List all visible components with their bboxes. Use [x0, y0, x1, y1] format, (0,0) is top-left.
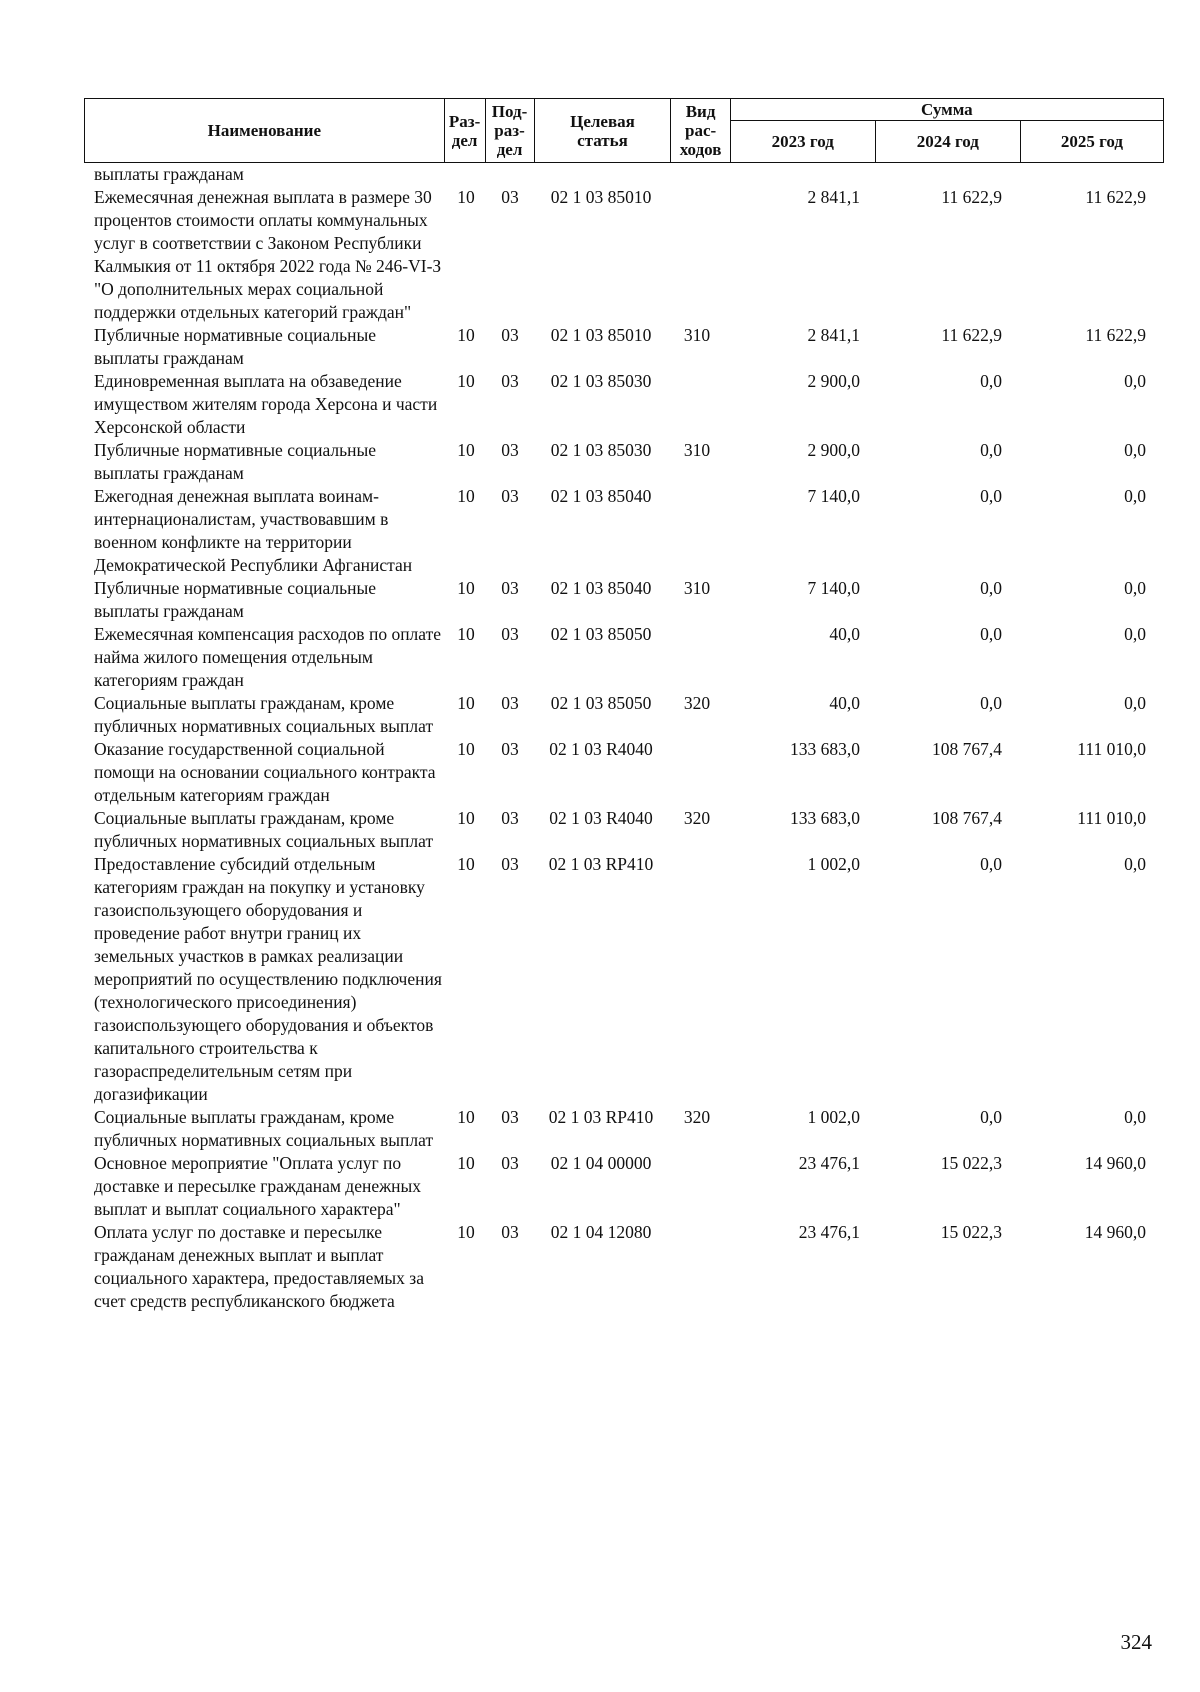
row-sum-2025: 14 960,0 — [1084, 1153, 1146, 1173]
row-name: Публичные нормативные социальные выплаты гражданам — [94, 325, 376, 368]
row-sum-2023: 2 841,1 — [807, 325, 860, 345]
row-sum-2024: 0,0 — [980, 624, 1002, 644]
row-sum-2025: 0,0 — [1124, 371, 1146, 391]
row-sum-2024: 0,0 — [980, 440, 1002, 460]
row-sum-2023: 2 900,0 — [807, 371, 860, 391]
table-row — [84, 1221, 1164, 1313]
row-sum-2024: 0,0 — [980, 486, 1002, 506]
row-name: Основное мероприятие "Оплата услуг по доставке и пересылке гражданам денежных выплат и выплат социального характера" — [94, 1153, 422, 1219]
table-row — [84, 370, 1164, 439]
header-year-2024: 2024 год — [875, 121, 1020, 163]
table-row — [84, 738, 1164, 807]
table-row — [84, 186, 1164, 324]
row-name: Единовременная выплата на обзаведение имуществом жителям города Херсона и части Херсонской области — [94, 371, 438, 437]
row-razdel: 10 — [457, 371, 475, 391]
row-celevaya-statya: 02 1 03 R4040 — [549, 808, 653, 828]
row-name: Ежегодная денежная выплата воинам-интернационалистам, участвовавшим в военном конфликте на территории Демократической Республики Афганистан — [94, 486, 413, 575]
row-celevaya-statya: 02 1 03 85040 — [550, 486, 652, 506]
table-row — [84, 623, 1164, 692]
row-razdel: 10 — [457, 808, 475, 828]
row-podrazdel: 03 — [501, 854, 519, 874]
row-celevaya-statya: 02 1 03 RP410 — [548, 854, 654, 874]
row-podrazdel: 03 — [501, 486, 519, 506]
row-sum-2025: 0,0 — [1124, 578, 1146, 598]
row-razdel: 10 — [457, 739, 475, 759]
row-sum-2024: 108 767,4 — [932, 739, 1002, 759]
row-podrazdel: 03 — [501, 440, 519, 460]
header-summa: Сумма — [730, 99, 1163, 121]
row-vid-rashodov: 310 — [683, 325, 711, 345]
table-row — [84, 807, 1164, 853]
table-row — [84, 1106, 1164, 1152]
row-razdel: 10 — [457, 440, 475, 460]
row-sum-2023: 40,0 — [829, 624, 860, 644]
row-sum-2025: 111 010,0 — [1077, 808, 1146, 828]
row-celevaya-statya: 02 1 03 85030 — [550, 440, 652, 460]
row-sum-2024: 0,0 — [980, 371, 1002, 391]
row-sum-2023: 1 002,0 — [807, 854, 860, 874]
row-podrazdel: 03 — [501, 371, 519, 391]
row-sum-2025: 11 622,9 — [1085, 325, 1146, 345]
row-razdel: 10 — [457, 1222, 475, 1242]
row-razdel: 10 — [457, 578, 475, 598]
row-sum-2023: 133 683,0 — [790, 808, 860, 828]
row-sum-2023: 133 683,0 — [790, 739, 860, 759]
row-name: Социальные выплаты гражданам, кроме публичных нормативных социальных выплат — [94, 693, 434, 736]
row-vid-rashodov: 310 — [683, 578, 711, 598]
row-razdel: 10 — [457, 325, 475, 345]
row-podrazdel: 03 — [501, 187, 519, 207]
row-sum-2024: 108 767,4 — [932, 808, 1002, 828]
row-podrazdel: 03 — [501, 739, 519, 759]
row-sum-2023: 23 476,1 — [798, 1153, 860, 1173]
table-body — [84, 163, 1164, 1313]
row-name: Публичные нормативные социальные выплаты гражданам — [94, 578, 376, 621]
row-sum-2025: 0,0 — [1124, 486, 1146, 506]
row-sum-2024: 15 022,3 — [940, 1153, 1002, 1173]
header-podrazdel: Под- раз- дел — [485, 99, 534, 163]
row-podrazdel: 03 — [501, 808, 519, 828]
row-razdel: 10 — [457, 854, 475, 874]
row-razdel: 10 — [457, 1107, 475, 1127]
table-row — [84, 163, 1164, 186]
row-razdel: 10 — [457, 624, 475, 644]
row-podrazdel: 03 — [501, 1107, 519, 1127]
row-sum-2023: 2 900,0 — [807, 440, 860, 460]
row-name: Оказание государственной социальной помощи на основании социального контракта отдельным категориям граждан — [94, 739, 436, 805]
row-name: Ежемесячная денежная выплата в размере 30 процентов стоимости оплаты коммунальных услуг в соответствии с Законом Республики Калмыкия от 11 октября 2022 года № 246-VI-З "О дополнительных мерах социальной поддержки отдельных категорий граждан" — [94, 187, 442, 322]
row-name: Оплата услуг по доставке и пересылке гражданам денежных выплат и выплат социального характера, предоставляемых за счет средств республиканского бюджета — [94, 1222, 424, 1311]
table-row — [84, 1152, 1164, 1221]
header-name: Наименование — [85, 99, 445, 163]
row-podrazdel: 03 — [501, 578, 519, 598]
table-row — [84, 485, 1164, 577]
row-name: Социальные выплаты гражданам, кроме публичных нормативных социальных выплат — [94, 808, 434, 851]
row-sum-2023: 7 140,0 — [807, 578, 860, 598]
row-celevaya-statya: 02 1 03 85010 — [550, 325, 652, 345]
header-year-2023: 2023 год — [730, 121, 875, 163]
row-celevaya-statya: 02 1 03 85040 — [550, 578, 652, 598]
row-celevaya-statya: 02 1 04 00000 — [550, 1153, 652, 1173]
row-sum-2023: 2 841,1 — [807, 187, 860, 207]
header-year-2025: 2025 год — [1020, 121, 1163, 163]
row-sum-2025: 11 622,9 — [1085, 187, 1146, 207]
row-podrazdel: 03 — [501, 1153, 519, 1173]
row-podrazdel: 03 — [501, 693, 519, 713]
row-name: Предоставление субсидий отдельным категориям граждан на покупку и установку газоиспользующего оборудования и проведение работ внутри границ их земельных участков в рамках реализации мероприятий по осуществлению подключения (технологического присоединения) газоиспользующего оборудования и объектов капитального строительства к газораспределительным сетям при догазификации — [94, 854, 442, 1104]
row-celevaya-statya: 02 1 03 RP410 — [548, 1107, 654, 1127]
row-vid-rashodov: 310 — [683, 440, 711, 460]
row-sum-2025: 0,0 — [1124, 1107, 1146, 1127]
table-header — [84, 98, 1164, 163]
table-row — [84, 324, 1164, 370]
page-number: 324 — [1120, 1630, 1152, 1654]
row-sum-2024: 0,0 — [980, 1107, 1002, 1127]
row-razdel: 10 — [457, 693, 475, 713]
row-celevaya-statya: 02 1 03 85050 — [550, 693, 652, 713]
table-row — [84, 577, 1164, 623]
row-name: выплаты гражданам — [94, 164, 244, 184]
row-sum-2023: 1 002,0 — [807, 1107, 860, 1127]
row-sum-2024: 0,0 — [980, 693, 1002, 713]
header-razdel: Раз- дел — [444, 99, 485, 163]
row-name: Социальные выплаты гражданам, кроме публичных нормативных социальных выплат — [94, 1107, 434, 1150]
row-celevaya-statya: 02 1 04 12080 — [550, 1222, 652, 1242]
row-sum-2024: 15 022,3 — [940, 1222, 1002, 1242]
budget-table — [84, 98, 1164, 1313]
row-sum-2024: 11 622,9 — [941, 187, 1002, 207]
row-celevaya-statya: 02 1 03 85010 — [550, 187, 652, 207]
row-sum-2025: 111 010,0 — [1077, 739, 1146, 759]
row-sum-2023: 7 140,0 — [807, 486, 860, 506]
row-sum-2023: 40,0 — [829, 693, 860, 713]
row-podrazdel: 03 — [501, 1222, 519, 1242]
row-podrazdel: 03 — [501, 325, 519, 345]
row-sum-2025: 0,0 — [1124, 624, 1146, 644]
row-razdel: 10 — [457, 1153, 475, 1173]
row-sum-2024: 0,0 — [980, 854, 1002, 874]
row-sum-2023: 23 476,1 — [798, 1222, 860, 1242]
table-row — [84, 439, 1164, 485]
header-celevaya-statya: Целевая статья — [534, 99, 671, 163]
row-celevaya-statya: 02 1 03 85030 — [550, 371, 652, 391]
row-vid-rashodov: 320 — [683, 808, 711, 828]
table-row — [84, 692, 1164, 738]
header-vid-rashodov: Вид рас- ходов — [671, 99, 730, 163]
row-celevaya-statya: 02 1 03 85050 — [550, 624, 652, 644]
row-razdel: 10 — [457, 486, 475, 506]
row-sum-2025: 14 960,0 — [1084, 1222, 1146, 1242]
row-razdel: 10 — [457, 187, 475, 207]
row-sum-2025: 0,0 — [1124, 854, 1146, 874]
row-vid-rashodov: 320 — [683, 693, 711, 713]
row-podrazdel: 03 — [501, 624, 519, 644]
row-sum-2024: 0,0 — [980, 578, 1002, 598]
row-sum-2025: 0,0 — [1124, 440, 1146, 460]
row-name: Публичные нормативные социальные выплаты гражданам — [94, 440, 376, 483]
row-sum-2025: 0,0 — [1124, 693, 1146, 713]
row-vid-rashodov: 320 — [683, 1107, 711, 1127]
row-celevaya-statya: 02 1 03 R4040 — [549, 739, 653, 759]
row-name: Ежемесячная компенсация расходов по оплате найма жилого помещения отдельным категориям граждан — [94, 624, 442, 690]
table-row — [84, 853, 1164, 1106]
row-sum-2024: 11 622,9 — [941, 325, 1002, 345]
